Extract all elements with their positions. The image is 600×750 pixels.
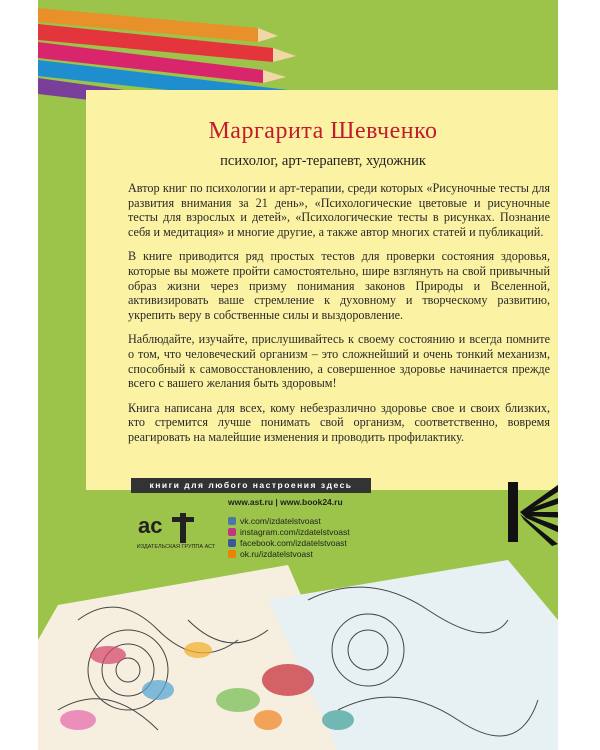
author-subtitle: психолог, арт-терапевт, художник <box>220 153 426 169</box>
social-link[interactable]: vk.com/izdatelstvoast <box>228 515 350 526</box>
websites[interactable]: www.ast.ru | www.book24.ru <box>228 497 343 507</box>
paragraph: В книге приводится ряд простых тестов для проверки состояния здоровья, которые вы можете пройти самостоятельно, шире взглянуть на свой привычный образ жизни через призму понимания законов Природы и Вселенной, активизировать ваше стремление к духовному и творческому развитию, укрепить веру в собственные силы и выздоровление. <box>128 249 550 322</box>
description <box>128 181 550 455</box>
paragraph: Наблюдайте, изучайте, прислушивайтесь к своему состоянию и всегда помните о том, что человеческий организм – это сложнейший и очень тонкий механизм, способный к самовосстановлению, а совершенное здоровье начинается прежде всего с вашего желания быть здоровым! <box>128 332 550 391</box>
contacts <box>228 497 350 559</box>
author-name: Маргарита Шевченко <box>208 118 438 144</box>
tagline: книги для любого настроения здесь <box>149 480 353 490</box>
publisher-caption: ИЗДАТЕЛЬСКАЯ ГРУППА АСТ <box>136 544 216 550</box>
facebook-icon <box>228 539 236 547</box>
paragraph: Книга написана для всех, кому небезразлично здоровье свое и своих близких, кто стремится лучше понимать свой организм, соответственно, вовремя реагировать на малейшие изменения и проводить профилактику. <box>128 400 550 444</box>
book-back-cover <box>38 0 558 750</box>
paragraph: Автор книг по психологии и арт-терапии, среди которых «Рисуночные тесты для развития внимания за 21 день», «Психологические цветовые и рисуночные тесты для взрослых и детей», «Психологические тесты в рисунках. Познание себя и медитация» и многие другие, а также автор многих статей и публикаций. <box>128 181 550 239</box>
coloring-pages-illustration <box>38 560 558 750</box>
social-link[interactable]: ok.ru/izdatelstvoast <box>228 548 350 559</box>
odnoklassniki-icon <box>228 550 236 558</box>
social-link[interactable]: facebook.com/izdatelstvoast <box>228 537 350 548</box>
social-link[interactable]: instagram.com/izdatelstvoast <box>228 526 350 537</box>
instagram-icon <box>228 528 236 536</box>
svg-text:ac: ac <box>138 513 163 538</box>
vk-icon <box>228 517 236 525</box>
publisher-k-logo <box>506 478 558 548</box>
ast-logo <box>134 503 214 559</box>
